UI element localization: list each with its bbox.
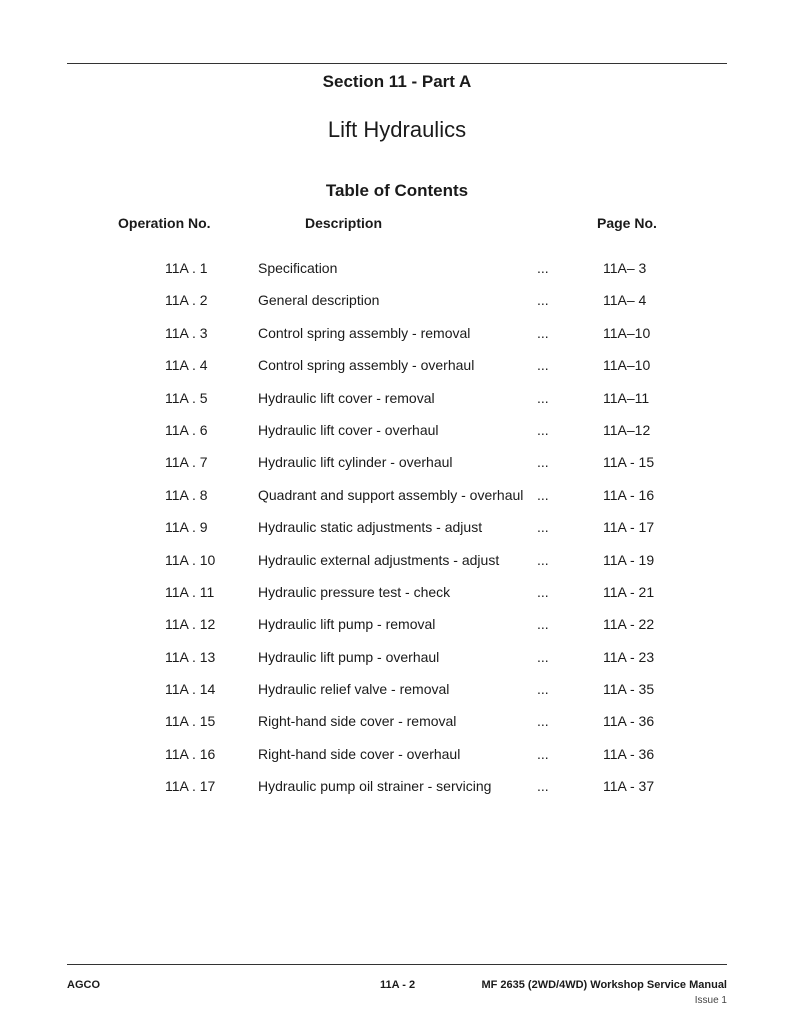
page-number: 11A - 21 — [603, 583, 655, 600]
operation-number: 11A . 13 — [165, 648, 216, 665]
operation-number: 11A . 1 — [165, 260, 208, 276]
entry-description: Hydraulic pressure test - check — [258, 583, 451, 600]
leader-dots: ... — [537, 486, 549, 503]
toc-row — [0, 484, 794, 516]
footer-manual-title: MF 2635 (2WD/4WD) Workshop Service Manual — [481, 979, 727, 991]
entry-description: Control spring assembly - removal — [258, 324, 471, 341]
toc-row — [0, 289, 794, 321]
leader-dots: ... — [537, 260, 549, 276]
bottom-rule — [67, 964, 727, 965]
toc-row — [0, 322, 794, 354]
entry-description: Hydraulic lift cylinder - overhaul — [258, 454, 453, 471]
leader-dots: ... — [537, 745, 549, 762]
operation-number: 11A . 11 — [165, 583, 215, 600]
entry-description: Specification — [258, 260, 338, 276]
page-title: Lift Hydraulics — [327, 117, 467, 142]
entry-description: Hydraulic lift pump - removal — [258, 616, 436, 633]
leader-dots: ... — [537, 713, 549, 730]
page-number: 11A - 17 — [603, 519, 655, 536]
page-number: 11A–12 — [603, 421, 651, 438]
operation-number: 11A . 15 — [165, 713, 216, 730]
page-number: 11A - 15 — [603, 454, 655, 471]
entry-description: Right-hand side cover - overhaul — [258, 745, 461, 762]
toc-row — [0, 549, 794, 581]
toc-row — [0, 775, 794, 807]
section-heading: Section 11 - Part A — [322, 72, 472, 91]
footer-brand: AGCO — [67, 979, 100, 991]
toc-row — [0, 451, 794, 483]
leader-dots: ... — [537, 583, 549, 600]
page-number: 11A–10 — [603, 324, 651, 341]
toc-row — [0, 354, 794, 386]
operation-number: 11A . 12 — [165, 616, 216, 633]
entry-description: Hydraulic lift cover - removal — [258, 389, 435, 406]
operation-number: 11A . 16 — [165, 745, 216, 762]
leader-dots: ... — [537, 616, 549, 633]
page-number: 11A - 22 — [603, 616, 655, 633]
operation-number: 11A . 17 — [165, 778, 216, 795]
column-header-operation: Operation No. — [118, 215, 211, 231]
leader-dots: ... — [537, 357, 549, 374]
operation-number: 11A . 7 — [165, 454, 208, 471]
footer-issue: Issue 1 — [694, 995, 727, 1006]
toc-row — [0, 710, 794, 742]
operation-number: 11A . 6 — [165, 421, 208, 438]
toc-list — [0, 257, 794, 808]
leader-dots: ... — [537, 421, 549, 438]
entry-description: Hydraulic lift cover - overhaul — [258, 421, 439, 438]
leader-dots: ... — [537, 454, 549, 471]
toc-heading: Table of Contents — [325, 181, 469, 200]
footer-page-number: 11A - 2 — [380, 979, 416, 991]
entry-description: Right-hand side cover - removal — [258, 713, 457, 730]
entry-description: Hydraulic static adjustments - adjust — [258, 519, 483, 536]
leader-dots: ... — [537, 681, 549, 698]
page-number: 11A–11 — [603, 389, 650, 406]
leader-dots: ... — [537, 648, 549, 665]
toc-row — [0, 419, 794, 451]
toc-row — [0, 646, 794, 678]
page-number: 11A - 35 — [603, 681, 655, 698]
leader-dots: ... — [537, 519, 549, 536]
leader-dots: ... — [537, 551, 549, 568]
toc-row — [0, 257, 794, 289]
leader-dots: ... — [537, 389, 549, 406]
toc-row — [0, 743, 794, 775]
top-rule — [67, 63, 727, 64]
entry-description: Hydraulic pump oil strainer - servicing — [258, 778, 492, 795]
column-header-description: Description — [305, 215, 383, 231]
entry-description: Hydraulic relief valve - removal — [258, 681, 450, 698]
page-number: 11A - 37 — [603, 778, 655, 795]
toc-row — [0, 516, 794, 548]
operation-number: 11A . 4 — [165, 357, 208, 374]
page-number: 11A - 16 — [603, 486, 655, 503]
toc-row — [0, 613, 794, 645]
operation-number: 11A . 3 — [165, 324, 208, 341]
operation-number: 11A . 8 — [165, 486, 208, 503]
operation-number: 11A . 9 — [165, 519, 208, 536]
page-number: 11A– 3 — [603, 260, 647, 276]
entry-description: Hydraulic lift pump - overhaul — [258, 648, 440, 665]
page-number: 11A - 19 — [603, 551, 655, 568]
leader-dots: ... — [537, 292, 549, 309]
toc-row — [0, 581, 794, 613]
leader-dots: ... — [537, 778, 549, 795]
entry-description: General description — [258, 292, 380, 309]
entry-description: Quadrant and support assembly - overhaul — [258, 486, 524, 503]
leader-dots: ... — [537, 324, 549, 341]
operation-number: 11A . 10 — [165, 551, 216, 568]
toc-row — [0, 678, 794, 710]
page-number: 11A– 4 — [603, 292, 647, 309]
operation-number: 11A . 14 — [165, 681, 216, 698]
page-number: 11A - 36 — [603, 745, 655, 762]
toc-row — [0, 387, 794, 419]
page-number: 11A - 36 — [603, 713, 655, 730]
operation-number: 11A . 2 — [165, 292, 208, 309]
column-header-page: Page No. — [597, 215, 657, 231]
operation-number: 11A . 5 — [165, 389, 208, 406]
page-number: 11A - 23 — [603, 648, 655, 665]
entry-description: Hydraulic external adjustments - adjust — [258, 551, 500, 568]
entry-description: Control spring assembly - overhaul — [258, 357, 475, 374]
page-number: 11A–10 — [603, 357, 651, 374]
